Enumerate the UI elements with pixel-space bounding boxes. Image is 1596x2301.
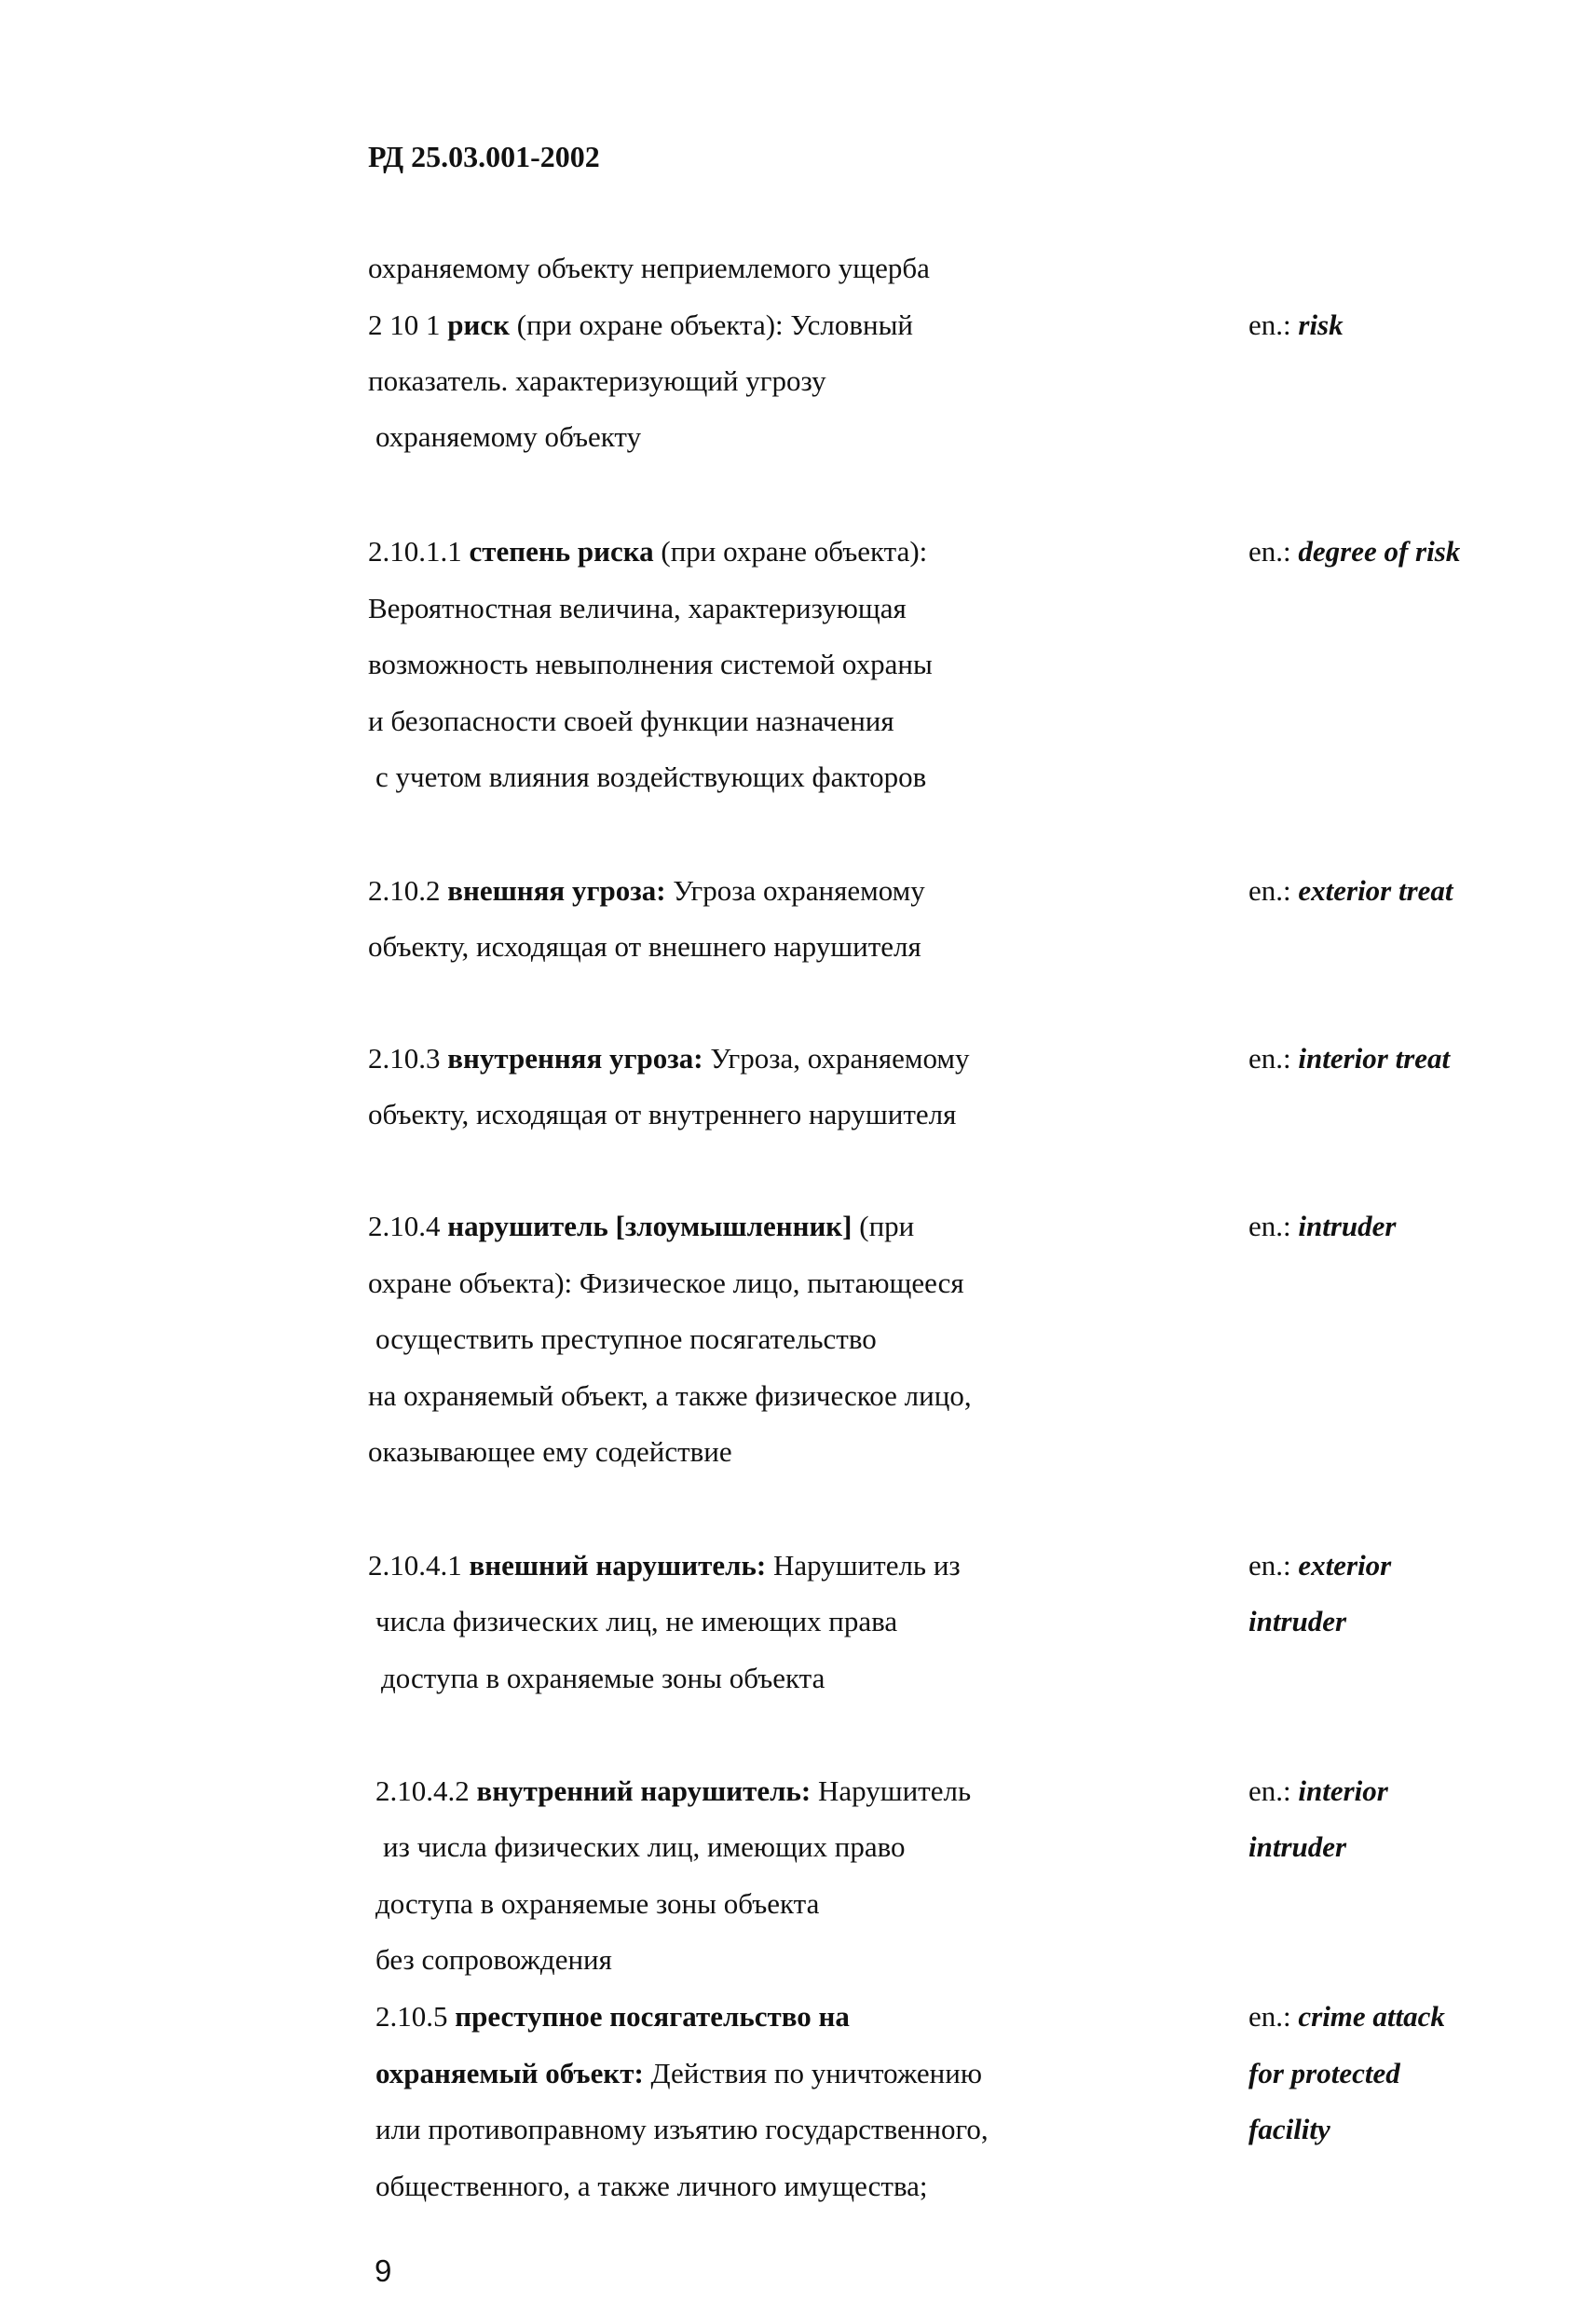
term-entry-2-10-3: 2.10.3 внутренняя угроза: Угроза, охраняемому	[368, 1042, 970, 1075]
term-number: 2 10 1	[368, 308, 448, 341]
term-entry-2-10-2: 2.10.2 внешняя угроза: Угроза охраняемому	[368, 874, 925, 907]
text-line: без сопровождения	[375, 1943, 612, 1976]
text-line: охраняемому объекту неприемлемого ущерба	[368, 252, 930, 284]
text-line: объекту, исходящая от внутреннего нарушителя	[368, 1098, 957, 1130]
english-equivalent-continued: facility	[1248, 2113, 1330, 2145]
english-equivalent: en.: interior	[1248, 1774, 1388, 1807]
text-line: из числа физических лиц, имеющих право	[383, 1830, 906, 1863]
term-entry-2-10-4-1: 2.10.4.1 внешний нарушитель: Нарушитель из	[368, 1549, 961, 1582]
term-entry-2-10-4: 2.10.4 нарушитель [злоумышленник] (при	[368, 1210, 915, 1242]
text-line: охране объекта): Физическое лицо, пытающееся	[368, 1267, 964, 1299]
term-entry-2-10-4-2: 2.10.4.2 внутренний нарушитель: Нарушитель	[375, 1774, 972, 1807]
english-equivalent: en.: crime attack	[1248, 2000, 1445, 2033]
term-entry-2-10-5: 2.10.5 преступное посягательство на	[375, 2000, 850, 2033]
text-line: Вероятностная величина, характеризующая	[368, 592, 907, 624]
document-code: РД 25.03.001-2002	[368, 140, 600, 173]
text-line: общественного, а также личного имущества;	[375, 2170, 928, 2202]
page-number: 9	[375, 2253, 392, 2288]
text-line: оказывающее ему содействие	[368, 1435, 732, 1468]
term-definition: (при охране объекта): Условный	[509, 308, 913, 341]
text-line: охраняемый объект: Действия по уничтожению	[375, 2057, 983, 2089]
text-line: с учетом влияния воздействующих факторов	[375, 760, 927, 793]
text-line: возможность невыполнения системой охраны	[368, 648, 933, 680]
english-equivalent: en.: degree of risk	[1248, 535, 1461, 568]
english-equivalent: en.: risk	[1248, 308, 1344, 341]
english-equivalent-continued: intruder	[1248, 1605, 1347, 1637]
text-line: доступа в охраняемые зоны объекта	[381, 1662, 825, 1694]
text-line: и безопасности своей функции назначения	[368, 705, 894, 737]
english-equivalent-continued: intruder	[1248, 1830, 1347, 1863]
term-title: риск	[447, 308, 510, 341]
english-equivalent: en.: exterior treat	[1248, 874, 1453, 907]
text-line: показатель. характеризующий угрозу	[368, 364, 826, 397]
text-line: доступа в охраняемые зоны объекта	[375, 1887, 820, 1920]
text-line: на охраняемый объект, а также физическое лицо,	[368, 1379, 972, 1412]
english-equivalent: en.: intruder	[1248, 1210, 1397, 1242]
english-equivalent-continued: for protected	[1248, 2057, 1400, 2089]
term-entry-2-10-1	[368, 310, 913, 339]
term-entry-2-10-1-1: 2.10.1.1 степень риска (при охране объекта):	[368, 535, 928, 568]
text-line: охраняемому объекту	[375, 420, 642, 453]
text-line: осуществить преступное посягательство	[375, 1322, 877, 1355]
text-line: объекту, исходящая от внешнего нарушителя	[368, 930, 921, 963]
text-line: или противоправному изъятию государственного,	[375, 2113, 989, 2145]
text-line: числа физических лиц, не имеющих права	[375, 1605, 898, 1637]
english-equivalent: en.: exterior	[1248, 1549, 1392, 1582]
english-equivalent: en.: interior treat	[1248, 1042, 1451, 1075]
